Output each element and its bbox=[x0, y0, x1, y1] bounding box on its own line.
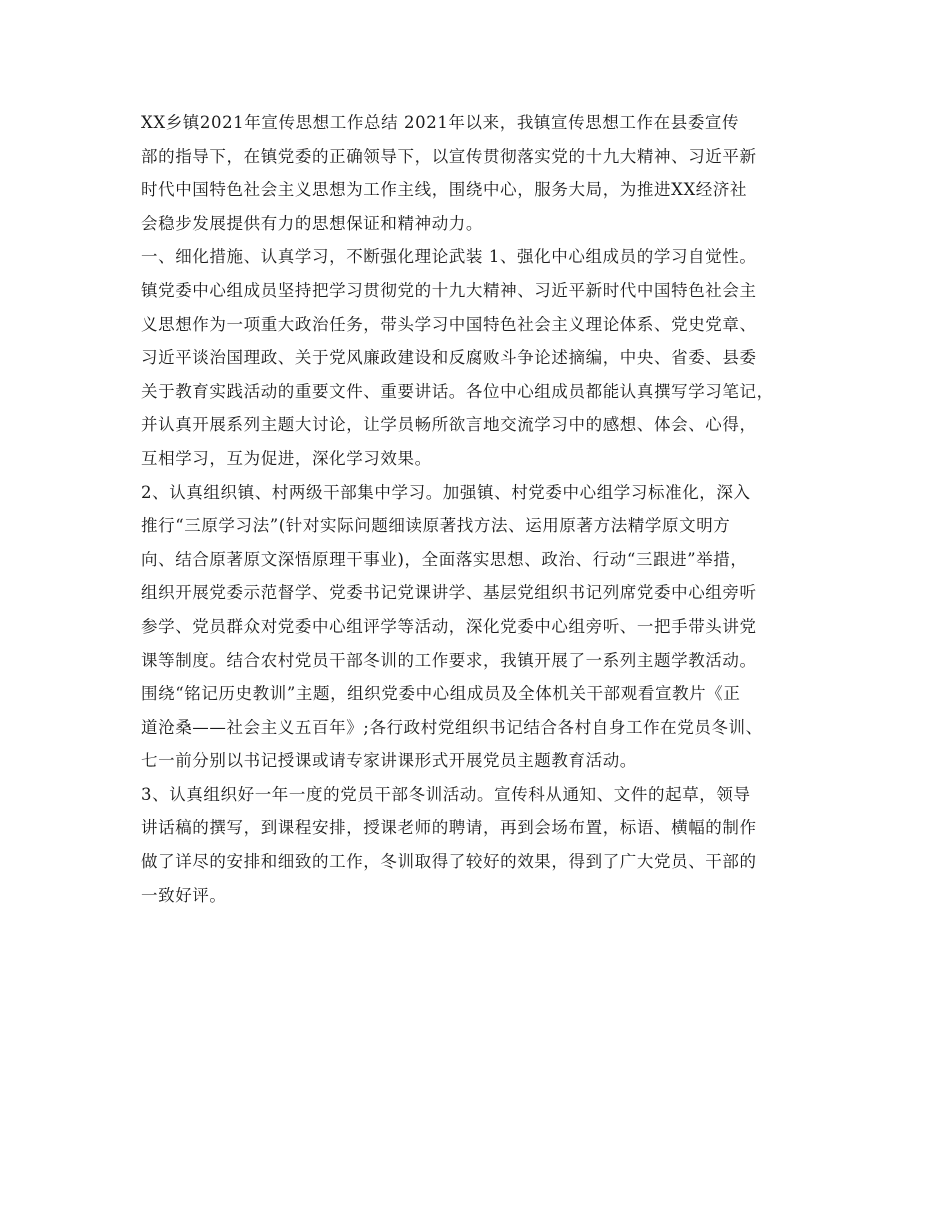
text-line: 习近平谈治国理政、关于党风廉政建设和反腐败斗争论述摘编，中央、省委、县委 bbox=[141, 348, 757, 368]
text-line: 一、细化措施、认真学习，不断强化理论武装 1、强化中心组成员的学习自觉性。 bbox=[141, 247, 757, 267]
text-line: 部的指导下，在镇党委的正确领导下，以宣传贯彻落实党的十九大精神、习近平新 bbox=[141, 146, 757, 166]
text-line: 3、认真组织好一年一度的党员干部冬训活动。宣传科从通知、文件的起草，领导 bbox=[141, 784, 751, 804]
text-line: 做了详尽的安排和细致的工作，冬训取得了较好的效果，得到了广大党员、干部的 bbox=[141, 852, 757, 872]
text-line: 组织开展党委示范督学、党委书记党课讲学、基层党组织书记列席党委中心组旁听 bbox=[141, 583, 757, 603]
text-line: 会稳步发展提供有力的思想保证和精神动力。 bbox=[141, 213, 483, 233]
text-line: XX乡镇2021年宣传思想工作总结 2021年以来，我镇宣传思想工作在县委宣传 bbox=[141, 113, 740, 132]
text-line: 关于教育实践活动的重要文件、重要讲话。各位中心组成员都能认真撰写学习笔记， bbox=[141, 381, 774, 401]
text-line: 2、认真组织镇、村两级干部集中学习。加强镇、村党委中心组学习标准化，深入 bbox=[141, 482, 751, 502]
text-line: 一致好评。 bbox=[141, 885, 227, 905]
text-line: 七一前分别以书记授课或请专家讲课形式开展党员主题教育活动。 bbox=[141, 751, 637, 771]
text-line: 推行“三原学习法”(针对实际问题细读原著找方法、运用原著方法精学原文明方 bbox=[141, 516, 731, 536]
document-body bbox=[141, 106, 821, 912]
text-line: 道沧桑——社会主义五百年》;各行政村党组织书记结合各村自身工作在党员冬训、 bbox=[141, 717, 763, 737]
text-line: 互相学习，互为促进，深化学习效果。 bbox=[141, 448, 432, 468]
text-line: 时代中国特色社会主义思想为工作主线，围绕中心，服务大局，为推进XX经济社 bbox=[141, 180, 748, 200]
text-line: 向、结合原著原文深悟原理干事业)，全面落实思想、政治、行动“三跟进”举措， bbox=[141, 549, 748, 569]
text-line: 课等制度。结合农村党员干部冬训的工作要求，我镇开展了一系列主题学教活动。 bbox=[141, 650, 757, 670]
text-line: 镇党委中心组成员坚持把学习贯彻党的十九大精神、习近平新时代中国特色社会主 bbox=[141, 280, 757, 300]
text-line: 参学、党员群众对党委中心组评学等活动，深化党委中心组旁听、一把手带头讲党 bbox=[141, 616, 757, 636]
text-line: 围绕“铭记历史教训”主题，组织党委中心组成员及全体机关干部观看宣教片《正 bbox=[141, 684, 741, 704]
text-line: 讲话稿的撰写，到课程安排，授课老师的聘请，再到会场布置，标语、横幅的制作 bbox=[141, 818, 757, 838]
text-line: 并认真开展系列主题大讨论，让学员畅所欲言地交流学习中的感想、体会、心得， bbox=[141, 415, 757, 435]
text-line: 义思想作为一项重大政治任务，带头学习中国特色社会主义理论体系、党史党章、 bbox=[141, 314, 757, 334]
